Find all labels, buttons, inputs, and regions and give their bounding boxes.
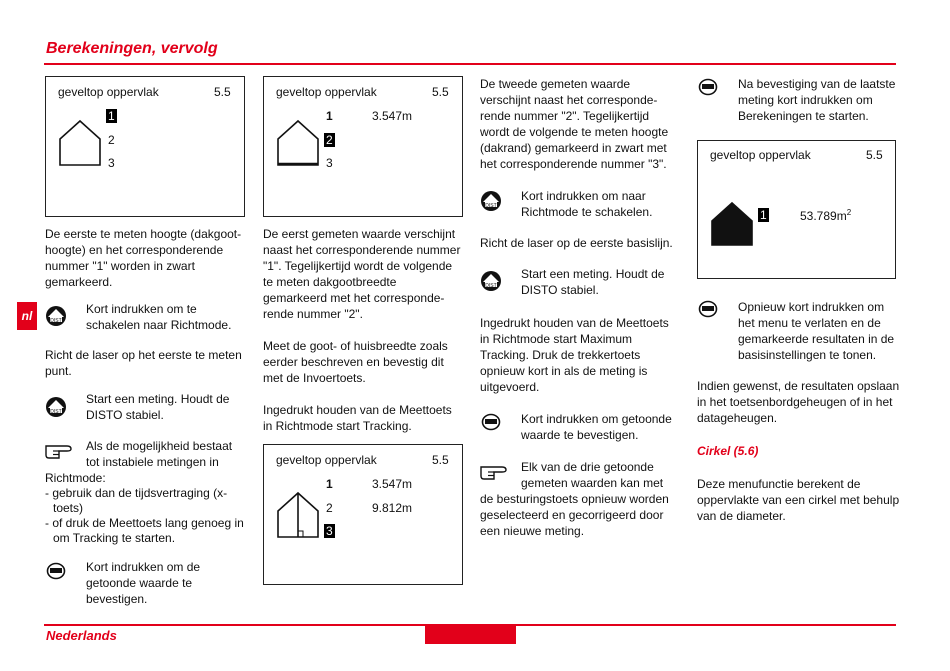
col3-note-line-b: gemeten waarden kan met: [521, 476, 664, 490]
display-label: geveltop oppervlak: [276, 85, 377, 99]
display-number-1: 1: [326, 477, 333, 491]
col1-note-line-d: toets): [53, 501, 84, 515]
page-title: Berekeningen, vervolg: [46, 40, 218, 57]
filled-gable-house-icon: [710, 201, 754, 247]
col3-instruction-2: Start een meting. Houdt de DISTO stabiel.: [521, 267, 665, 297]
enter-button-icon: [46, 562, 66, 580]
col2-paragraph-1: De eerst gemeten waarde verschijnt naast het corresponderende nummer "1". Tegelijkertijd wordt de volgende te meten dakgootbreedte gemarkeerd met het corresponde-rende nummer "2".: [263, 227, 461, 321]
display-mode: 5.5: [432, 85, 449, 99]
col4-instruction-1: Na bevestiging van de laatste meting kort indrukken om Berekeningen te starten.: [738, 77, 896, 123]
col1-note-line-c: - gebruik dan de tijdsvertraging (x-: [45, 486, 228, 500]
col3-instruction-3: Kort indrukken om getoonde waarde te bevestigen.: [521, 412, 672, 442]
display-result: $53.789m^2$: [800, 208, 852, 223]
gable-house-icon: [58, 119, 102, 167]
display-screen-2: [263, 76, 463, 217]
page-number-block: [425, 626, 516, 644]
svg-text:DIST: DIST: [485, 283, 497, 289]
display-number-1: 1: [108, 109, 115, 123]
display-number-1: 1: [760, 208, 767, 222]
col3-paragraph-3: Ingedrukt houden van de Meettoets in Richtmode start Maximum Tracking. Druk de trekkertoets opnieuw kort in als de meting is uitgevoerd.: [480, 316, 669, 394]
header-rule: [44, 63, 896, 65]
dist-button-icon: [480, 190, 502, 212]
display-screen-4: [697, 140, 896, 279]
language-tab: nl: [17, 302, 37, 330]
display-number-3: 3: [326, 156, 333, 170]
col4-instruction-2: Opnieuw kort indrukken om het menu te verlaten en de gemarkeerde resultaten in de basisinstellingen te tonen.: [738, 300, 895, 362]
svg-text:DIST: DIST: [50, 318, 62, 324]
col1-instruction-1: Kort indrukken om te schakelen naar Richtmode.: [86, 302, 232, 332]
display-number-3: 3: [108, 156, 115, 170]
col1-paragraph-2: Richt de laser op het eerste te meten punt.: [45, 348, 242, 378]
display-screen-3: [263, 444, 463, 585]
col4-paragraph-2: Deze menufunctie berekent de oppervlakte van een cirkel met behulp van de diameter.: [697, 477, 900, 523]
svg-text:DIST: DIST: [50, 409, 62, 415]
col3-note-line-c: de besturingstoets opnieuw worden geselecteerd en gecorrigeerd door een nieuwe meting.: [480, 492, 669, 538]
display-value-1: 3.547m: [372, 477, 413, 491]
display-number-1: 1: [326, 109, 333, 123]
display-number-3: 3: [326, 524, 333, 538]
display-mode: 5.5: [432, 453, 449, 467]
section-heading-cirkel: Cirkel (5.6): [697, 444, 759, 458]
col3-note-line-a: Elk van de drie getoonde: [521, 460, 654, 474]
enter-button-icon: [481, 413, 501, 431]
dist-button-icon: [480, 270, 502, 292]
dist-button-icon: [45, 305, 67, 327]
display-screen-1: [45, 76, 245, 217]
col1-instruction-2: Start een meting. Houdt de DISTO stabiel.: [86, 392, 230, 422]
gable-house-icon: [276, 491, 320, 539]
dist-button-icon: [45, 396, 67, 418]
col3-paragraph-2: Richt de laser op de eerste basislijn.: [480, 236, 673, 250]
display-label: geveltop oppervlak: [710, 148, 811, 162]
col1-paragraph-1: De eerste te meten hoogte (dakgoot-hoogte) en het corresponderende nummer "1" worden in zwart gemarkeerd.: [45, 227, 242, 289]
display-mode: 5.5: [866, 148, 883, 162]
display-value-1: 3.547m: [372, 109, 413, 123]
svg-text:DIST: DIST: [485, 203, 497, 209]
display-label: geveltop oppervlak: [58, 85, 159, 99]
col1-note-line-a: Als de mogelijkheid bestaat tot instabiele metingen in: [86, 439, 233, 469]
gable-house-icon: [276, 119, 320, 167]
display-label: geveltop oppervlak: [276, 453, 377, 467]
col1-note-line-f: om Tracking te starten.: [53, 531, 176, 545]
display-result-unit-sup: 2: [846, 208, 852, 217]
col3-instruction-1: Kort indrukken om naar Richtmode te schakelen.: [521, 189, 653, 219]
display-number-2: 2: [326, 133, 333, 147]
col1-instruction-3: Kort indrukken om de getoonde waarde te bevestigen.: [86, 560, 201, 606]
enter-button-icon: [698, 300, 718, 318]
display-value-2: 9.812m: [372, 501, 413, 515]
col2-paragraph-3: Ingedrukt houden van de Meettoets in Richtmode start Tracking.: [263, 403, 452, 433]
footer-language: Nederlands: [46, 628, 117, 643]
col1-note-line-b: Richtmode:: [45, 471, 106, 485]
display-number-2: 2: [326, 501, 333, 515]
col4-paragraph-1: Indien gewenst, de resultaten opslaan in het toetsenbordgeheugen of in het datageheugen.: [697, 379, 900, 425]
display-number-2: 2: [108, 133, 115, 147]
display-mode: 5.5: [214, 85, 231, 99]
pointing-hand-icon: [45, 440, 77, 460]
col3-paragraph-1: De tweede gemeten waarde verschijnt naast het corresponde-rende nummer "2". Tegelijkertijd wordt de volgende te meten hoogte (dakrand) gemarkeerd in zwart met het corresponderende nummer "3".: [480, 77, 669, 171]
col2-paragraph-2: Meet de goot- of huisbreedte zoals eerder beschreven en bevestig dit met de Invoertoets.: [263, 339, 448, 385]
col1-note-line-e: - of druk de Meettoets lang genoeg in: [45, 516, 244, 530]
enter-button-icon: [698, 78, 718, 96]
pointing-hand-icon: [480, 461, 512, 481]
